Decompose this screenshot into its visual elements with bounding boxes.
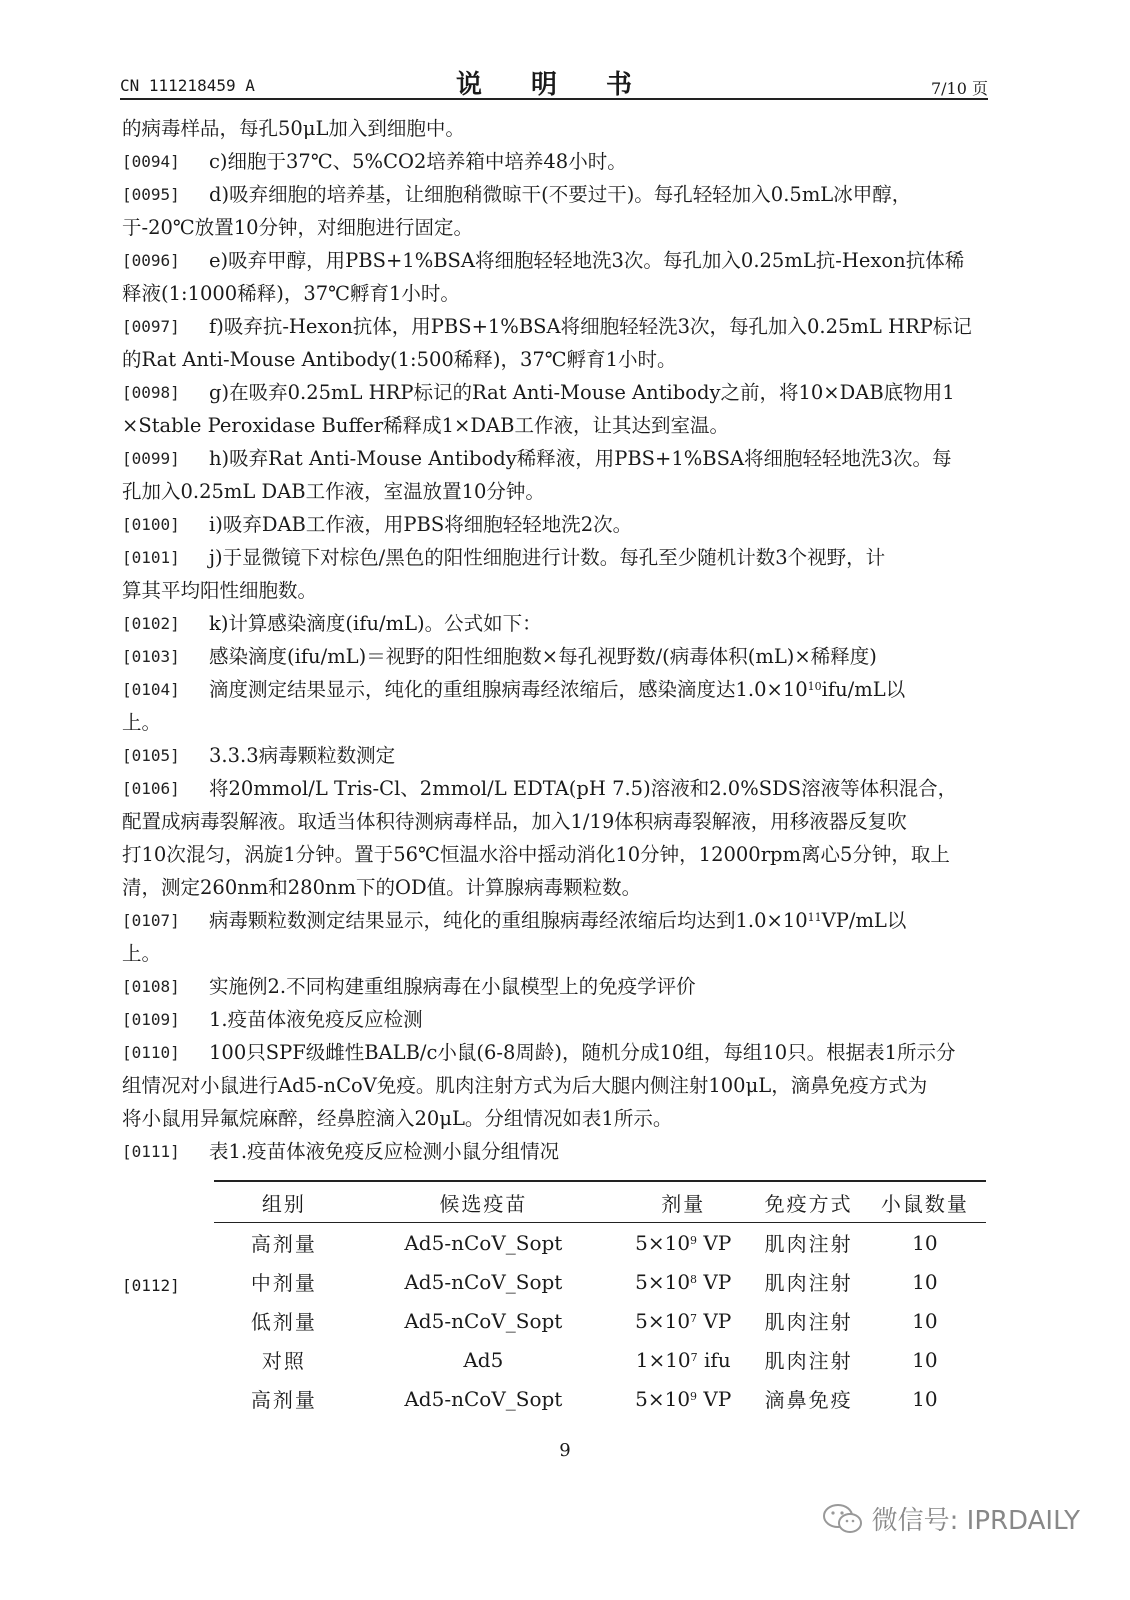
cell-route: 肌肉注射 xyxy=(764,1349,853,1373)
text-line xyxy=(122,574,988,607)
text-line xyxy=(122,805,988,838)
paragraph-text: k)计算感染滴度(ifu/mL)。公式如下： xyxy=(209,612,542,635)
column-header-count: 小鼠数量 xyxy=(880,1191,969,1216)
paragraph xyxy=(122,178,988,244)
paragraph xyxy=(122,112,988,145)
paragraph xyxy=(122,970,988,1003)
paragraph-number: [0100] xyxy=(122,515,180,534)
paragraph-text: 孔加入0.25mL DAB工作液，室温放置10分钟。 xyxy=(122,480,545,503)
paragraph-number: [0106] xyxy=(122,779,180,798)
watermark xyxy=(822,1500,1080,1537)
cell-count: 10 xyxy=(864,1379,986,1419)
paragraph-text: 配置成病毒裂解液。取适当体积待测病毒样品，加入1/19体积病毒裂解液，用移液器反复吹 xyxy=(122,810,907,833)
paragraph-text: i)吸弃DAB工作液，用PBS将细胞轻轻地洗2次。 xyxy=(209,513,633,536)
text-line xyxy=(122,310,988,343)
exponent: 10 xyxy=(807,680,822,693)
paragraph-number: [0109] xyxy=(122,1010,180,1029)
paragraph-number: [0099] xyxy=(122,449,180,468)
paragraph-text: 算其平均阳性细胞数。 xyxy=(122,579,318,602)
cell-count: 10 xyxy=(912,1230,938,1255)
paragraph-number: [0098] xyxy=(122,383,180,402)
text-line xyxy=(122,1003,988,1036)
paragraph xyxy=(122,244,988,310)
cell-vaccine: Ad5-nCoV_Sopt xyxy=(404,1269,563,1294)
text-line xyxy=(122,706,988,739)
cell-group: 对照 xyxy=(261,1349,306,1373)
text-line xyxy=(122,1102,988,1135)
cell-dose: $1\times 10^7$ ifu xyxy=(635,1347,731,1372)
paragraph-text: 释液(1:1000稀释)，37℃孵育1小时。 xyxy=(122,282,460,305)
paragraph-text: 于-20℃放置10分钟，对细胞进行固定。 xyxy=(122,216,474,239)
paragraph-number: [0101] xyxy=(122,548,180,567)
cell-vaccine: Ad5-nCoV_Sopt xyxy=(354,1379,613,1419)
text-line xyxy=(122,475,988,508)
paragraph xyxy=(122,772,988,904)
text-line xyxy=(122,376,988,409)
paragraph-text: 的Rat Anti-Mouse Antibody(1:500稀释)，37℃孵育1小时。 xyxy=(122,348,677,371)
paragraph-number: [0102] xyxy=(122,614,180,633)
text-line xyxy=(122,739,988,772)
cell-route: 滴鼻免疫 xyxy=(753,1379,863,1419)
paragraph xyxy=(122,1135,988,1168)
cell-route: 肌肉注射 xyxy=(764,1271,853,1295)
paragraph xyxy=(122,442,988,508)
paragraph-number: [0107] xyxy=(122,911,180,930)
paragraph-text: h)吸弃Rat Anti-Mouse Antibody稀释液，用PBS+1%BSA将细胞轻轻地洗3次。每 xyxy=(209,447,952,470)
text-line xyxy=(122,871,988,904)
cell-dose: $5\times 10^7$ VP xyxy=(635,1308,732,1333)
document-header xyxy=(120,62,988,100)
paragraph-text: c)细胞于37℃、5%CO2培养箱中培养48小时。 xyxy=(209,150,627,173)
text-line xyxy=(122,673,988,706)
text-line xyxy=(122,937,988,970)
paragraph-text: 表1.疫苗体液免疫反应检测小鼠分组情况 xyxy=(209,1140,560,1163)
paragraph-number: [0111] xyxy=(122,1142,180,1161)
cell-route: 肌肉注射 xyxy=(764,1310,853,1334)
text-line xyxy=(122,343,988,376)
cell-vaccine: Ad5-nCoV_Sopt xyxy=(404,1230,563,1255)
page-reference: 7/10 页 xyxy=(930,79,988,98)
text-line xyxy=(122,508,988,541)
cell-vaccine: Ad5-nCoV_Sopt xyxy=(404,1308,563,1333)
cell-vaccine: Ad5 xyxy=(463,1347,504,1372)
page-title: 说 明 书 xyxy=(455,70,653,100)
paragraph xyxy=(122,1036,988,1135)
text-line xyxy=(122,277,988,310)
column-header-route: 免疫方式 xyxy=(764,1191,853,1216)
cell-group: 中剂量 xyxy=(250,1271,317,1295)
paragraph xyxy=(122,376,988,442)
text-line xyxy=(122,1069,988,1102)
paragraph-number: [0095] xyxy=(122,185,180,204)
table-header-row xyxy=(214,1181,986,1223)
paragraph-number: [0103] xyxy=(122,647,180,666)
cell-dose: $5\times 10^9$ VP xyxy=(635,1230,732,1255)
paragraph xyxy=(122,640,988,673)
paragraph-text: 1.疫苗体液免疫反应检测 xyxy=(209,1008,423,1031)
paragraph-text: d)吸弃细胞的培养基，让细胞稍微晾干(不要过干)。每孔轻轻加入0.5mL冰甲醇， xyxy=(209,183,912,206)
page-number: 9 xyxy=(559,1440,571,1461)
text-line xyxy=(122,244,988,277)
table-row xyxy=(214,1262,986,1301)
cell-count: 10 xyxy=(912,1347,938,1372)
paragraph-text: 3.3.3病毒颗粒数测定 xyxy=(209,744,396,767)
paragraph xyxy=(122,673,988,739)
text-line xyxy=(122,541,988,574)
paragraph-number: [0097] xyxy=(122,317,180,336)
paragraph-text: 将20mmol/L Tris-Cl、2mmol/L EDTA(pH 7.5)溶液和2.0%SDS溶液等体积混合， xyxy=(209,777,958,800)
paragraph-text: 上。 xyxy=(122,942,162,965)
table-block xyxy=(122,1178,988,1418)
text-line xyxy=(122,1036,988,1069)
document-body xyxy=(122,112,988,1168)
text-line xyxy=(122,904,988,937)
paragraph xyxy=(122,607,988,640)
text-line xyxy=(122,145,988,178)
paragraph-number: [0094] xyxy=(122,152,180,171)
exponent: 11 xyxy=(807,911,822,924)
cell-dose: $5\times 10^9$ VP xyxy=(613,1379,754,1419)
paragraph-text: f)吸弃抗-Hexon抗体，用PBS+1%BSA将细胞轻轻洗3次，每孔加入0.25mL HRP标记 xyxy=(209,315,972,338)
text-line xyxy=(122,112,988,145)
patent-number: CN 111218459 A xyxy=(120,76,255,95)
wechat-icon xyxy=(822,1502,864,1536)
text-line xyxy=(122,640,988,673)
paragraph-text: j)于显微镜下对棕色/黑色的阳性细胞进行计数。每孔至少随机计数3个视野，计 xyxy=(209,546,886,569)
cell-count: 10 xyxy=(912,1269,938,1294)
paragraph-number: [0096] xyxy=(122,251,180,270)
paragraph-number: [0108] xyxy=(122,977,180,996)
paragraph-text: 100只SPF级雌性BALB/c小鼠(6-8周龄)，随机分成10组，每组10只。根据表1所示分 xyxy=(209,1041,956,1064)
table-row xyxy=(214,1301,986,1340)
paragraph-text: 病毒颗粒数测定结果显示，纯化的重组腺病毒经浓缩后均达到$1.0\times 10^{11}VP/mL$以 xyxy=(209,909,907,932)
paragraph-number: [0112] xyxy=(122,1276,180,1295)
paragraph xyxy=(122,1003,988,1036)
paragraph-text: 滴度测定结果显示，纯化的重组腺病毒经浓缩后，感染滴度达$1.0\times 10^{10}ifu/mL$以 xyxy=(209,678,906,701)
paragraph-text: 实施例2.不同构建重组腺病毒在小鼠模型上的免疫学评价 xyxy=(209,975,696,998)
column-header-group: 组别 xyxy=(261,1191,306,1216)
paragraph-number: [0105] xyxy=(122,746,180,765)
paragraph xyxy=(122,310,988,376)
paragraph-text: 将小鼠用异氟烷麻醉，经鼻腔滴入20μL。分组情况如表1所示。 xyxy=(122,1107,673,1130)
paragraph xyxy=(122,739,988,772)
paragraph-number: [0104] xyxy=(122,680,180,699)
paragraph-text: 感染滴度(ifu/mL)＝视野的阳性细胞数×每孔视野数/(病毒体积(mL)×稀释度) xyxy=(209,645,877,668)
text-line xyxy=(122,211,988,244)
column-header-vaccine: 候选疫苗 xyxy=(439,1191,528,1216)
cell-dose: $5\times 10^8$ VP xyxy=(635,1269,732,1294)
cell-group: 低剂量 xyxy=(250,1310,317,1334)
paragraph-text: 组情况对小鼠进行Ad5-nCoV免疫。肌肉注射方式为后大腿内侧注射100μL，滴鼻免疫方式为 xyxy=(122,1074,928,1097)
cell-count: 10 xyxy=(912,1308,938,1333)
table-row xyxy=(214,1223,986,1263)
paragraph-text: e)吸弃甲醇，用PBS+1%BSA将细胞轻轻地洗3次。每孔加入0.25mL抗-Hexon抗体稀 xyxy=(209,249,965,272)
paragraph xyxy=(122,145,988,178)
paragraph-text: g)在吸弃0.25mL HRP标记的Rat Anti-Mouse Antibody之前，将10×DAB底物用1 xyxy=(209,381,955,404)
paragraph xyxy=(122,904,988,970)
text-line xyxy=(122,442,988,475)
paragraph-number: [0110] xyxy=(122,1043,180,1062)
paragraph xyxy=(122,541,988,607)
paragraph-text: 上。 xyxy=(122,711,162,734)
text-line xyxy=(122,178,988,211)
paragraph xyxy=(122,508,988,541)
cell-route: 肌肉注射 xyxy=(764,1232,853,1256)
text-line xyxy=(122,772,988,805)
text-line xyxy=(122,409,988,442)
table-row xyxy=(214,1379,986,1419)
watermark-text: 微信号: IPRDAILY xyxy=(871,1506,1080,1536)
text-line xyxy=(122,1135,988,1168)
text-line xyxy=(122,970,988,1003)
paragraph-text: 清，测定260nm和280nm下的OD值。计算腺病毒颗粒数。 xyxy=(122,876,642,899)
text-line xyxy=(122,838,988,871)
paragraph-text: ×Stable Peroxidase Buffer稀释成1×DAB工作液，让其达到室温。 xyxy=(122,414,729,437)
group-table xyxy=(214,1180,986,1419)
table-row xyxy=(214,1340,986,1379)
paragraph-text: 打10次混匀，涡旋1分钟。置于56℃恒温水浴中摇动消化10分钟，12000rpm离心5分钟，取上 xyxy=(122,843,950,866)
cell-group: 高剂量 xyxy=(250,1232,317,1256)
text-line xyxy=(122,607,988,640)
paragraph-text: 的病毒样品，每孔50μL加入到细胞中。 xyxy=(122,117,465,140)
column-header-dose: 剂量 xyxy=(661,1191,706,1216)
cell-group: 高剂量 xyxy=(214,1379,354,1419)
